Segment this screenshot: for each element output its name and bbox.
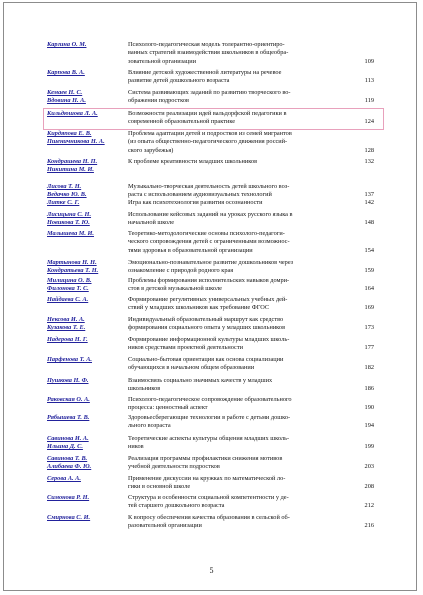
- author-link[interactable]: Найдаева С. А.: [47, 296, 89, 303]
- entry-title: [128, 455, 352, 472]
- entry-page-number: 137: [364, 191, 374, 199]
- entry-authors: [47, 41, 123, 49]
- entry-title-line: Возможности реализации идей вальдорфской педагогики в: [128, 110, 287, 117]
- entry-title: [128, 259, 352, 276]
- entry-title-line: Система развивающих заданий по развитию творческого во-: [128, 89, 291, 96]
- author-link[interactable]: Вдовина Н. А.: [47, 97, 86, 105]
- entry-title-line: ображения подростков: [128, 97, 189, 105]
- entry-title-line: Взаимосвязь социально значимых качеств у младших: [128, 377, 273, 384]
- entry-title: [128, 316, 352, 333]
- entry-title-line: гики в основной школе: [128, 483, 191, 491]
- entry-authors: [47, 199, 123, 207]
- entry-page-number: 132: [364, 158, 374, 165]
- entry-title-line: Музыкально-творческая деятельность детей школьного воз-: [128, 183, 290, 190]
- author-link[interactable]: Ведачко Ю. В.: [47, 191, 87, 199]
- entry-title-line: Эмоционально-познавательное развитие дошкольников через: [128, 259, 294, 266]
- entry-page-number: 164: [364, 285, 374, 293]
- entry-title-line: ников средствами проектной деятельности: [128, 344, 243, 352]
- entry-page-number: 203: [364, 463, 374, 471]
- author-link[interactable]: Кемаев Н. С.: [47, 89, 83, 96]
- entry-authors: [47, 455, 123, 472]
- page-number: 5: [209, 566, 214, 575]
- entry-title-line: Формирование информационной культуры младших школь-: [128, 336, 290, 343]
- entry-title-line: ствий у младших школьников как требование ФГОС: [128, 304, 270, 312]
- entry-page-number: 142: [364, 199, 374, 206]
- entry-authors: [47, 475, 123, 483]
- entry-page-number: 159: [364, 267, 374, 275]
- author-link[interactable]: Симонова Р. Н.: [47, 494, 90, 501]
- entry-title-line: школьников: [128, 385, 161, 393]
- entry-title-line: Структура и особенности социальной компетентности у де-: [128, 494, 289, 501]
- entry-title-line: раста с использованием аудиовизуальных технологий: [128, 191, 272, 199]
- entry-title-line: Теоретические аспекты культуры общения младших школь-: [128, 435, 290, 442]
- author-link[interactable]: Каргина О. М.: [47, 41, 87, 48]
- entry-title-line: К проблеме креативности младших школьников: [128, 158, 258, 165]
- author-link[interactable]: Кузакова Т. Е.: [47, 324, 86, 332]
- author-link[interactable]: Серова А. А.: [47, 475, 81, 482]
- entry-title-line: Влияние детской художественной литературы на речевое: [128, 69, 282, 76]
- entry-title-line: ческого сопровождения детей с ограниченными возможнос-: [128, 238, 290, 246]
- entry-authors: [47, 414, 123, 422]
- entry-title-line: стов в детской музыкальной школе: [128, 285, 222, 293]
- entry-page-number: 186: [364, 385, 374, 393]
- entry-title-line: льного возраста: [128, 422, 171, 430]
- entry-page-number: 182: [364, 364, 374, 372]
- author-link[interactable]: Кондратьева Т. Н.: [47, 267, 99, 275]
- entry-page-number: 148: [364, 219, 374, 227]
- entry-title-line: Здоровьесберегающие технологии в работе с детьми дошко-: [128, 414, 291, 421]
- entry-title: [128, 183, 352, 200]
- entry-title-line: Формирование регулятивных универсальных учебных дей-: [128, 296, 288, 303]
- entry-page-number: 169: [364, 304, 374, 312]
- entry-page-number: 109: [364, 57, 374, 65]
- entry-title-line: Проблемы формирования исполнительских навыков домри-: [128, 277, 290, 284]
- author-link[interactable]: Кондрашева Н. П.: [47, 158, 98, 165]
- entry-title: [128, 199, 352, 207]
- entry-title-line: развитие детей дошкольного возраста: [128, 77, 230, 85]
- author-link[interactable]: Лисицына С. Н.: [47, 211, 92, 218]
- entry-title: [128, 296, 352, 313]
- entry-title-line: Социально-бытовая ориентация как основа социализации: [128, 356, 284, 363]
- entry-title-line: тями здоровья в образовательной организации: [128, 246, 253, 254]
- entry-title: [128, 475, 352, 492]
- entry-authors: [47, 435, 123, 452]
- author-link[interactable]: Парфенова Т. А.: [47, 356, 93, 363]
- entry-title: [128, 130, 352, 155]
- author-link[interactable]: Нексова И. А.: [47, 316, 85, 323]
- author-link[interactable]: Ильина Д. С.: [47, 443, 83, 451]
- entry-authors: [47, 259, 123, 276]
- entry-title-line: Реализация программы профилактики снижения мотивов: [128, 455, 283, 462]
- entry-authors: [47, 110, 123, 118]
- entry-title-line: Использование кейсовых заданий на уроках русского языка в: [128, 211, 293, 218]
- entry-title-line: Проблема адаптации детей и подростков из семей мигрантов: [128, 130, 292, 137]
- author-link[interactable]: Малышева М. И.: [47, 230, 95, 237]
- entry-title: [128, 69, 352, 86]
- author-link[interactable]: Новикова Т. Ю.: [47, 219, 90, 227]
- entry-title-line: ского зарубежья): [128, 146, 174, 154]
- entry-page-number: 208: [364, 483, 374, 491]
- entry-authors: [47, 130, 123, 147]
- entry-authors: [47, 514, 123, 522]
- author-link[interactable]: Никитина М. И.: [47, 166, 94, 174]
- entry-page-number: 119: [364, 97, 374, 105]
- author-link[interactable]: Милицина О. В.: [47, 277, 92, 284]
- entry-title-line: Психолого-педагогическая модель толерантно-ориентиро-: [128, 41, 285, 48]
- author-link[interactable]: Пушкова Н. Ф.: [47, 377, 89, 384]
- author-link[interactable]: Рябышева Т. В.: [47, 414, 90, 421]
- entry-authors: [47, 396, 123, 404]
- entry-title-line: формирования социального опыта у младших школьников: [128, 324, 286, 332]
- entry-title: [128, 230, 352, 255]
- entry-page-number: 199: [364, 443, 374, 451]
- entry-title-line: Индивидуальный образовательный маршрут как средство: [128, 316, 284, 323]
- entry-page-number: 212: [364, 502, 374, 510]
- entry-title-line: зовательной организации: [128, 57, 196, 65]
- author-link[interactable]: Мартынова Н. Н.: [47, 259, 97, 266]
- author-link[interactable]: Алибаева Ф. Ю.: [47, 463, 92, 471]
- entry-title: [128, 277, 352, 294]
- entry-page-number: 154: [364, 246, 374, 254]
- entry-authors: [47, 336, 123, 344]
- entry-title-line: обучающихся в начальном общем образовании: [128, 364, 255, 372]
- author-link[interactable]: Филонова Т. С.: [47, 285, 89, 293]
- author-link[interactable]: Савинова И. А.: [47, 435, 89, 442]
- entry-title: [128, 336, 352, 353]
- entry-title-line: ванных стратегий взаимодействия школьников в общеобра-: [128, 49, 289, 57]
- entry-title: [128, 377, 352, 394]
- entry-title-line: ников: [128, 443, 144, 451]
- entry-title-line: тей старшего дошкольного возраста: [128, 502, 225, 510]
- entry-title-line: процесса: ценностный аспект: [128, 404, 208, 412]
- entry-title-line: разовательной организации: [128, 522, 202, 530]
- entry-page-number: 113: [364, 77, 374, 85]
- author-link[interactable]: Смирнова С. И.: [47, 514, 91, 521]
- author-link[interactable]: Литке С. Г.: [47, 199, 80, 206]
- author-link[interactable]: Кирдяпова Е. В.: [47, 130, 92, 137]
- entry-page-number: 128: [364, 146, 374, 154]
- entry-authors: [47, 158, 123, 175]
- entry-page-number: 194: [364, 422, 374, 430]
- author-link[interactable]: Карпова В. А.: [47, 69, 85, 76]
- entry-title: [128, 356, 352, 373]
- entry-page-number: 177: [364, 344, 374, 352]
- author-link[interactable]: Лисова Т. Н.: [47, 183, 82, 190]
- entry-authors: [47, 356, 123, 364]
- entry-title-line: учебной деятельности подростков: [128, 463, 220, 471]
- entry-authors: [47, 494, 123, 502]
- entry-title: [128, 514, 352, 531]
- entry-title-line: начальной школе: [128, 219, 174, 227]
- entry-title: [128, 435, 352, 452]
- entry-title: [128, 396, 352, 413]
- entry-page-number: 124: [364, 118, 374, 126]
- entry-title: [128, 414, 352, 431]
- entry-title-line: Психолого-педагогическое сопровождение образовательного: [128, 396, 292, 403]
- entry-page-number: 216: [364, 522, 374, 530]
- author-link[interactable]: Кильдюшова Л. А.: [47, 110, 98, 117]
- entry-title-line: К вопросу обеспечения качества образования в сельской об-: [128, 514, 290, 521]
- entry-title-line: современной образовательной практике: [128, 118, 236, 126]
- entry-authors: [47, 377, 123, 385]
- entry-title-line: Применение дискуссии на кружках по математической ло-: [128, 475, 286, 482]
- entry-title-line: (из опыта общественно-педагогического движения россий-: [128, 138, 288, 146]
- entry-authors: [47, 230, 123, 238]
- author-link[interactable]: Надерова Н. Г.: [47, 336, 88, 343]
- entry-title: [128, 41, 352, 66]
- entry-page-number: 173: [364, 324, 374, 332]
- entry-authors: [47, 296, 123, 304]
- entry-authors: [47, 211, 123, 228]
- entry-title-line: Игра как психотехнология развития осознанности: [128, 199, 263, 206]
- entry-authors: [47, 69, 123, 77]
- entry-title: [128, 494, 352, 511]
- entry-title-line: ознакомление с природой родного края: [128, 267, 234, 275]
- author-link[interactable]: Пшеничникова Н. А.: [47, 138, 105, 146]
- entry-title: [128, 158, 352, 166]
- entry-title-line: Теоретико-методологические основы психолого-педагоги-: [128, 230, 285, 237]
- entry-title: [128, 89, 352, 106]
- author-link[interactable]: Савинова Т. В.: [47, 455, 88, 462]
- entry-page-number: 190: [364, 404, 374, 412]
- entry-authors: [47, 277, 123, 294]
- author-link[interactable]: Раковская О. А.: [47, 396, 90, 403]
- entry-authors: [47, 89, 123, 106]
- entry-authors: [47, 183, 123, 200]
- entry-authors: [47, 316, 123, 333]
- entry-title: [128, 110, 352, 127]
- entry-title: [128, 211, 352, 228]
